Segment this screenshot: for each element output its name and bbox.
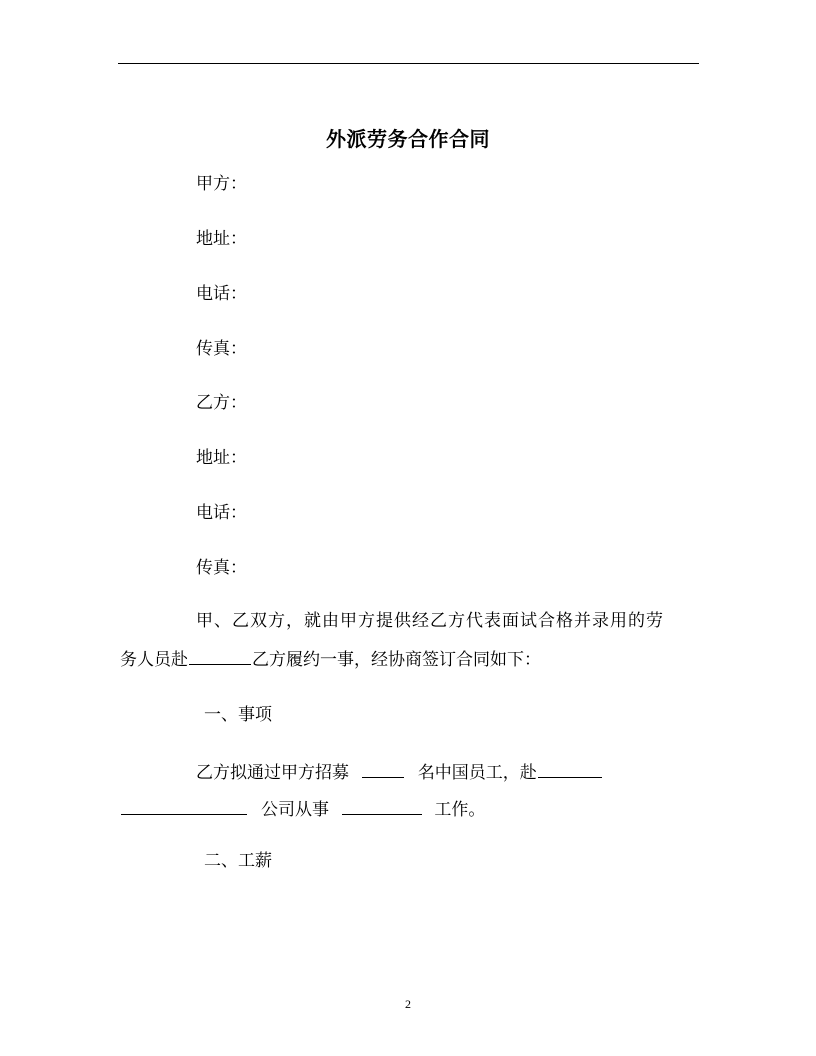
section-1-line-1-start: 乙方拟通过甲方招募 xyxy=(196,763,349,783)
company-location-blank xyxy=(538,759,602,778)
party-a-address-label: 地址： xyxy=(196,229,247,249)
contract-title: 外派劳务合作合同 xyxy=(326,127,490,151)
section-2-heading: 二、工薪 xyxy=(204,851,272,871)
party-b-fax-label: 传真： xyxy=(196,558,247,578)
party-a-name-label: 甲方： xyxy=(196,174,247,194)
section-1-line-2-middle: 公司从事 xyxy=(261,800,329,820)
section-1-line-2 xyxy=(120,796,485,822)
destination-blank xyxy=(189,646,251,665)
section-1-heading: 一、事项 xyxy=(204,705,272,725)
preamble-line-1: 甲、乙双方，就由甲方提供经乙方代表面试合格并录用的劳 xyxy=(196,611,664,631)
preamble-line-2-end: 乙方履约一事，经协商签订合同如下： xyxy=(252,650,541,670)
employee-count-blank xyxy=(362,759,404,778)
company-name-blank xyxy=(121,796,247,815)
party-b-address-label: 地址： xyxy=(196,448,247,468)
section-1-line-1 xyxy=(196,759,603,785)
party-b-name-label: 乙方： xyxy=(196,393,247,413)
preamble-line-2-start: 务人员赴 xyxy=(120,650,188,670)
page-number: 2 xyxy=(405,997,411,1011)
party-a-fax-label: 传真： xyxy=(196,339,247,359)
header-rule xyxy=(118,63,699,64)
section-1-line-2-end: 工作。 xyxy=(434,800,486,820)
party-b-phone-label: 电话： xyxy=(196,503,247,523)
party-a-phone-label: 电话： xyxy=(196,284,247,304)
section-1-line-1-middle: 名中国员工，赴 xyxy=(417,763,537,783)
job-type-blank xyxy=(342,796,422,815)
preamble-line-2 xyxy=(120,646,541,672)
